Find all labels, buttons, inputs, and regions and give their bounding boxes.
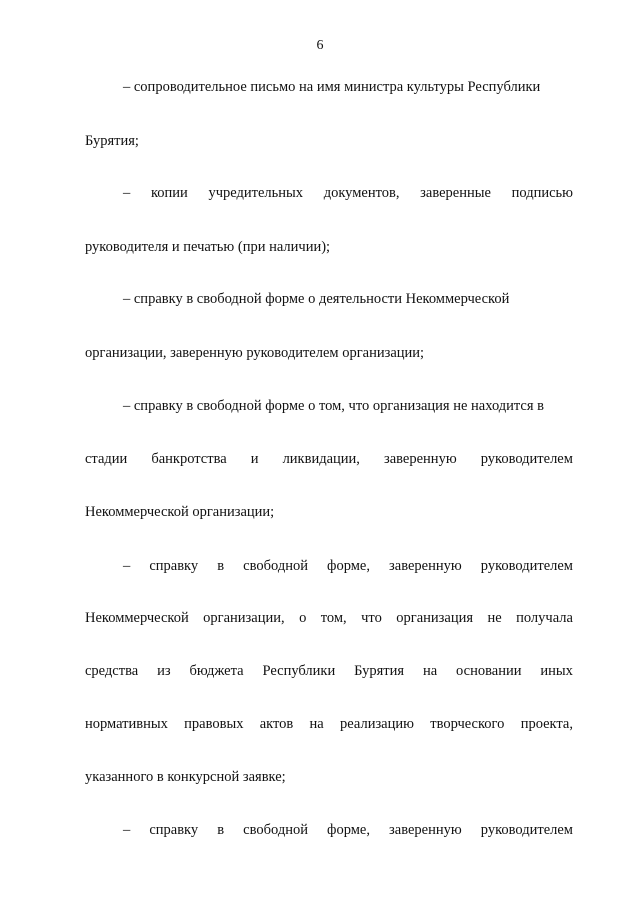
text-line-14: указанного в конкурсной заявке; [85,769,286,785]
text-line-3: – копии учредительных документов, заверенные подписью [123,185,573,201]
text-line-6: организации, заверенную руководителем организации; [85,345,425,361]
text-line-15: – справку в свободной форме, заверенную руководителем [123,822,573,838]
text-line-7: – справку в свободной форме о том, что организация не находится в [123,398,545,414]
text-line-9: Некоммерческой организации; [85,504,275,520]
text-line-2: Бурятия; [85,133,139,149]
page-number: 6 [316,38,324,53]
text-line-12: средства из бюджета Республики Бурятия на основании иных [85,663,573,679]
text-line-8: стадии банкротства и ликвидации, заверенную руководителем [85,451,573,467]
text-line-1: – сопроводительное письмо на имя министра культуры Республики [123,79,541,95]
text-line-4: руководителя и печатью (при наличии); [85,239,331,255]
text-line-11: Некоммерческой организации, о том, что организация не получала [85,610,573,626]
text-line-13: нормативных правовых актов на реализацию творческого проекта, [85,716,573,732]
text-line-5: – справку в свободной форме о деятельности Некоммерческой [123,291,510,307]
text-line-10: – справку в свободной форме, заверенную руководителем [123,558,573,574]
